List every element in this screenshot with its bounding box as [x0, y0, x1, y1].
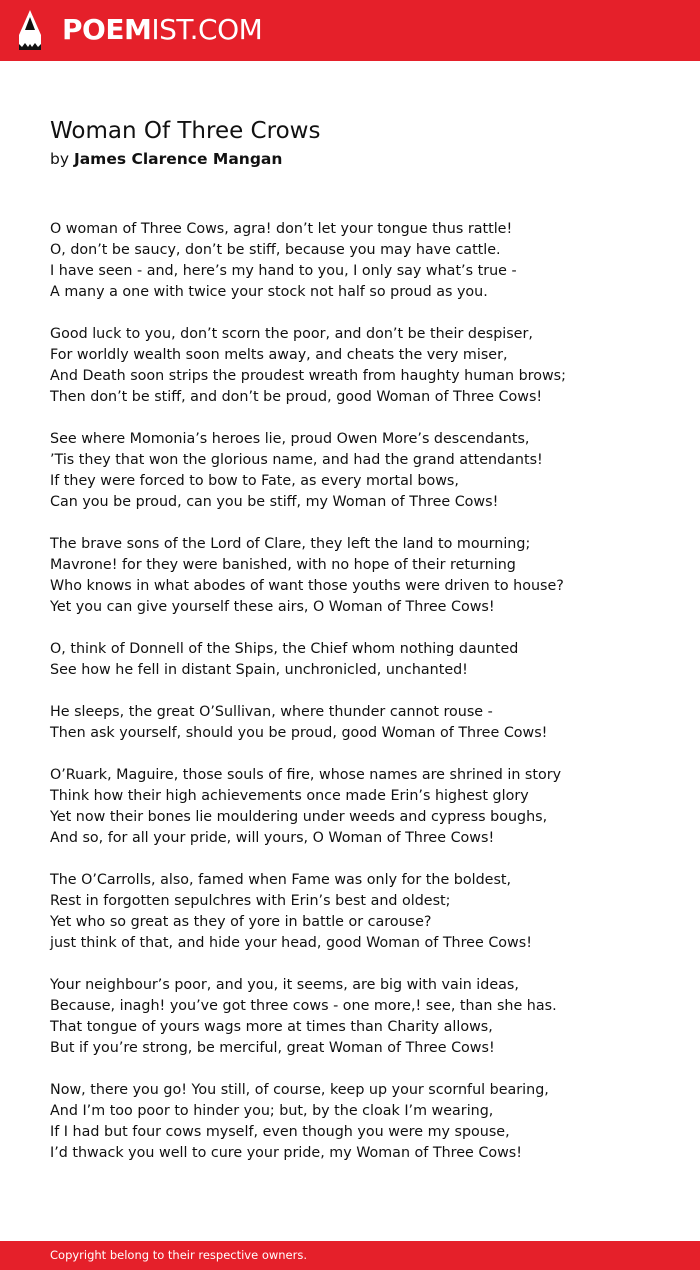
poem-line: O, don’t be saucy, don’t be stiff, because you may have cattle. [50, 242, 501, 258]
poem-line: The O’Carrolls, also, famed when Fame was only for the boldest, [50, 872, 512, 888]
site-footer [0, 1241, 700, 1270]
poem-line: Who knows in what abodes of want those youths were driven to house? [50, 578, 564, 594]
poem-line: Your neighbour’s poor, and you, it seems, are big with vain ideas, [50, 977, 519, 993]
author-name: James Clarence Mangan [73, 150, 283, 168]
site-header [0, 0, 700, 61]
poem-line: just think of that, and hide your head, good Woman of Three Cows! [50, 935, 532, 951]
pencil-tip-icon [18, 9, 42, 51]
stanza [50, 765, 690, 849]
stanza [50, 639, 690, 681]
logo-light-text: IST.COM [151, 13, 263, 46]
poem-line: If I had but four cows myself, even though you were my spouse, [50, 1124, 510, 1140]
poem-line: O’Ruark, Maguire, those souls of fire, whose names are shrined in story [50, 767, 562, 783]
poem-line: See where Momonia’s heroes lie, proud Owen More’s descendants, [50, 431, 530, 447]
poem-body [50, 219, 690, 1185]
poem-line: I’d thwack you well to cure your pride, my Woman of Three Cows! [50, 1145, 522, 1161]
poem-line: O woman of Three Cows, agra! don’t let your tongue thus rattle! [50, 221, 513, 237]
poem-line: And Death soon strips the proudest wreath from haughty human brows; [50, 368, 566, 384]
poem-title: Woman Of Three Crows [50, 118, 321, 144]
poem-line: Rest in forgotten sepulchres with Erin’s best and oldest; [50, 893, 451, 909]
poem-line: Then don’t be stiff, and don’t be proud, good Woman of Three Cows! [50, 389, 543, 405]
stanza [50, 219, 690, 303]
poem-line: Now, there you go! You still, of course, keep up your scornful bearing, [50, 1082, 549, 1098]
poem-line: Yet now their bones lie mouldering under weeds and cypress boughs, [50, 809, 548, 825]
stanza [50, 702, 690, 744]
poem-line: If they were forced to bow to Fate, as every mortal bows, [50, 473, 459, 489]
poem-line: Mavrone! for they were banished, with no hope of their returning [50, 557, 516, 573]
poem-line: I have seen - and, here’s my hand to you, I only say what’s true - [50, 263, 517, 279]
byline [50, 148, 282, 170]
site-logo[interactable] [62, 12, 262, 48]
poem-line: Yet you can give yourself these airs, O Woman of Three Cows! [50, 599, 495, 615]
poem-line: Good luck to you, don’t scorn the poor, and don’t be their despiser, [50, 326, 533, 342]
poem-line: The brave sons of the Lord of Clare, they left the land to mourning; [50, 536, 531, 552]
poem-line: A many a one with twice your stock not half so proud as you. [50, 284, 488, 300]
logo-bold-text: POEM [62, 13, 152, 46]
stanza [50, 975, 690, 1059]
poem-line: He sleeps, the great O’Sullivan, where thunder cannot rouse - [50, 704, 493, 720]
stanza [50, 534, 690, 618]
poem-line: But if you’re strong, be merciful, great Woman of Three Cows! [50, 1040, 495, 1056]
poem-line: O, think of Donnell of the Ships, the Chief whom nothing daunted [50, 641, 519, 657]
copyright-text: Copyright belong to their respective owners. [50, 1248, 308, 1262]
stanza [50, 870, 690, 954]
poem-line: See how he fell in distant Spain, unchronicled, unchanted! [50, 662, 468, 678]
poem-line: Then ask yourself, should you be proud, good Woman of Three Cows! [50, 725, 548, 741]
stanza [50, 1080, 690, 1164]
poem-line: And so, for all your pride, will yours, O Woman of Three Cows! [50, 830, 495, 846]
poem-line: That tongue of yours wags more at times than Charity allows, [50, 1019, 493, 1035]
poem-line: Can you be proud, can you be stiff, my Woman of Three Cows! [50, 494, 499, 510]
poem-line: ’Tis they that won the glorious name, and had the grand attendants! [50, 452, 543, 468]
poem-line: And I’m too poor to hinder you; but, by the cloak I’m wearing, [50, 1103, 494, 1119]
poem-line: Because, inagh! you’ve got three cows - one more,! see, than she has. [50, 998, 557, 1014]
poem-line: For worldly wealth soon melts away, and cheats the very miser, [50, 347, 508, 363]
poem-line: Think how their high achievements once made Erin’s highest glory [50, 788, 529, 804]
by-prefix: by [50, 150, 70, 168]
stanza [50, 324, 690, 408]
stanza [50, 429, 690, 513]
poem-line: Yet who so great as they of yore in battle or carouse? [50, 914, 432, 930]
